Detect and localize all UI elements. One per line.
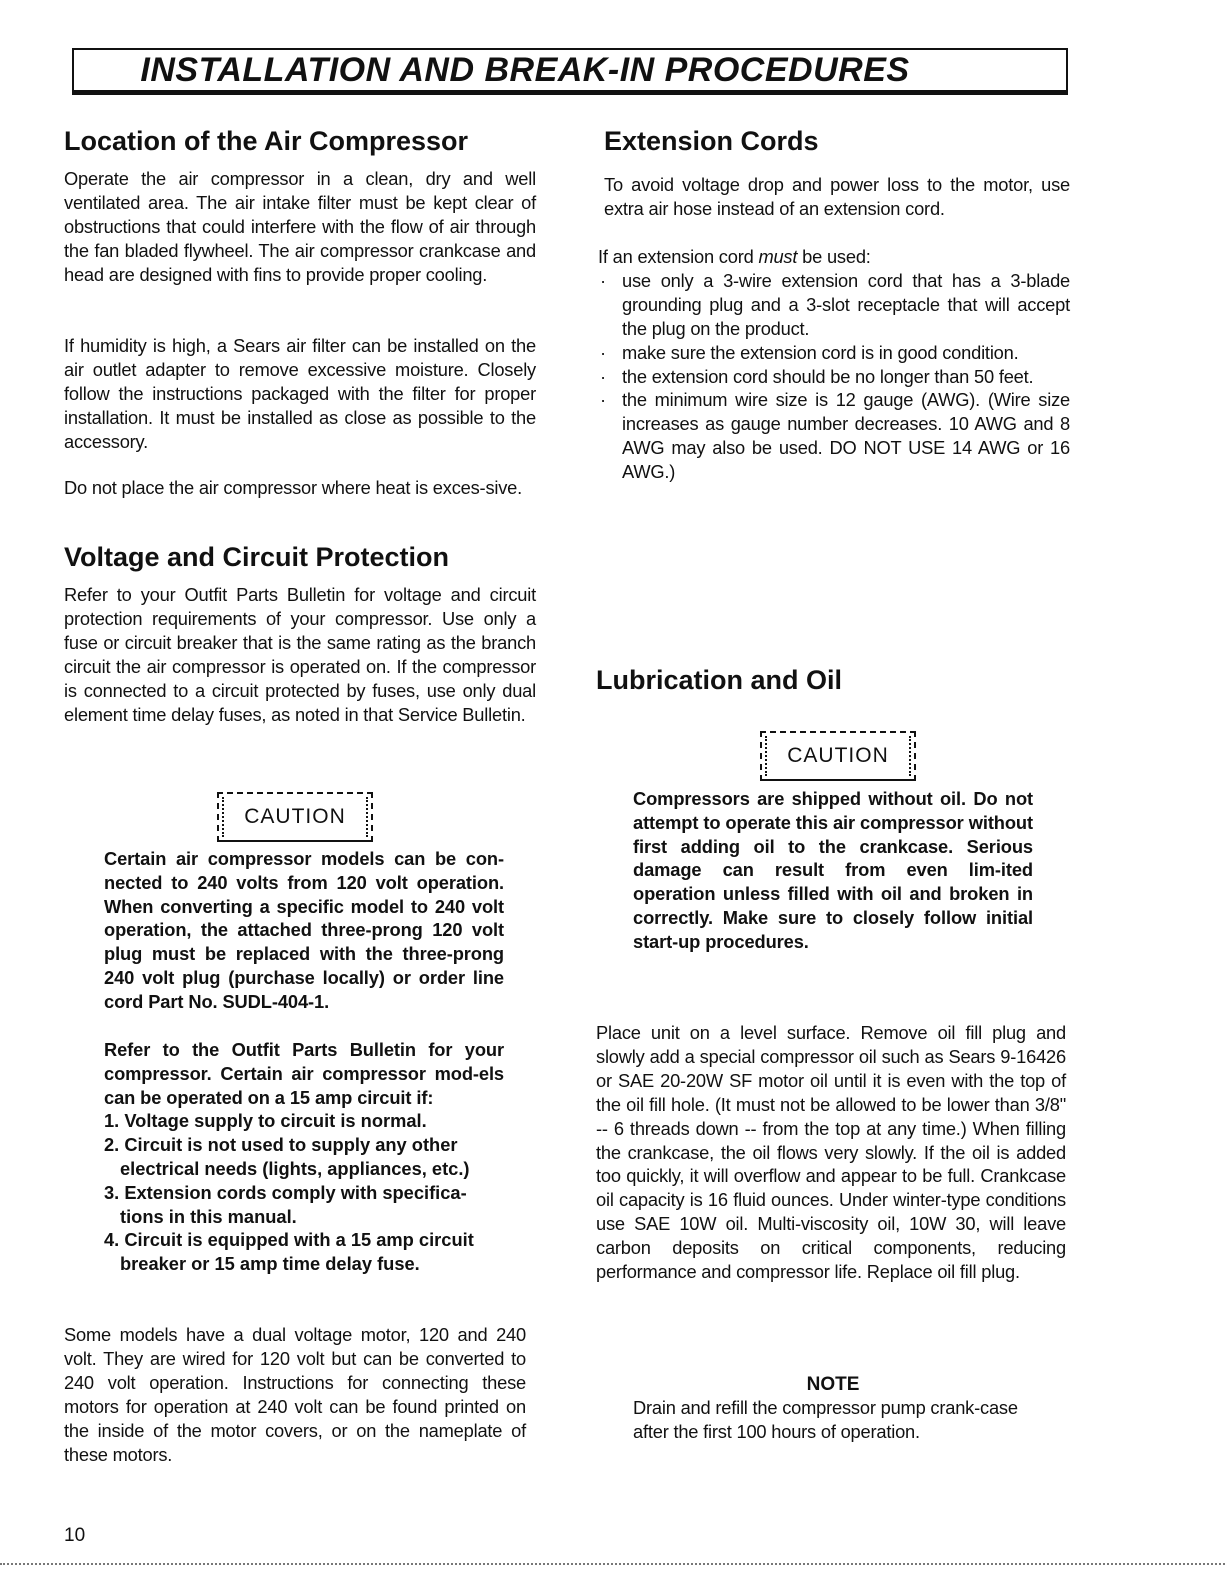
voltage-caution-box: [217, 792, 373, 842]
lubrication-caution-label: CAUTION: [787, 744, 889, 767]
list-item: · use only a 3-wire extension cord that has a 3-blade grounding plug and a 3-slot receptacle that will accept the plug on the product.: [598, 269, 1070, 341]
lubrication-caution-box: [760, 731, 916, 781]
list-item: 4. Circuit is equipped with a 15 amp circuit breaker or 15 amp time delay fuse.: [104, 1229, 474, 1275]
extension-p1-wrap: [604, 173, 1070, 221]
list-item: 1. Voltage supply to circuit is normal.: [104, 1110, 427, 1132]
voltage-caution-label: CAUTION: [244, 805, 346, 828]
location-p2-wrap: [64, 334, 536, 454]
note-text: Drain and refill the compressor pump crank-case after the first 100 hours of operation.: [633, 1397, 1018, 1442]
extension-intro-wrap: [598, 245, 1070, 484]
extension-intro-after: be used:: [797, 246, 871, 267]
title-box: [72, 48, 1068, 92]
location-paragraph-1: Operate the air compressor in a clean, dry and well ventilated area. The air intake filter must be kept clear of obstructions that could interfere with the flow of air through the fan bladed flywheel. The air compressor crankcase and head are designed with fins to provide proper cooling.: [64, 168, 536, 285]
voltage-heading: Voltage and Circuit Protection: [64, 542, 450, 572]
extension-intro-before: If an extension cord: [598, 246, 759, 267]
note-title: NOTE: [806, 1374, 860, 1395]
lubrication-heading: Lubrication and Oil: [596, 665, 843, 695]
extension-bullets: [598, 269, 1070, 484]
extension-section: [604, 126, 1070, 157]
list-item: 2. Circuit is not used to supply any other electrical needs (lights, appliances, etc.): [104, 1134, 470, 1179]
voltage-refer-text: Refer to the Outfit Parts Bulletin for your compressor. Certain air compressor mod-els can be operated on a 15 amp circuit if:: [104, 1039, 504, 1108]
lubrication-caution-wrap: [633, 787, 1033, 954]
lubrication-section: [596, 665, 1070, 696]
location-heading: Location of the Air Compressor: [64, 126, 469, 156]
lubrication-caution-text: Compressors are shipped without oil. Do not attempt to operate this air compressor without first adding oil to the crankcase. Serious damage can result from even lim-ited operation unless filled with oil and broken in correctly. Make sure to closely follow initial start-up procedures.: [633, 788, 1033, 952]
list-item: · make sure the extension cord is in good condition.: [598, 341, 1070, 365]
voltage-p1-wrap: [64, 583, 536, 726]
extension-paragraph-1: To avoid voltage drop and power loss to the motor, use extra air hose instead of an extension cord.: [604, 174, 1070, 219]
extension-intro-em: must: [758, 246, 798, 267]
voltage-paragraph-1: Refer to your Outfit Parts Bulletin for voltage and circuit protection requirements of your compressor. Use only a fuse or circuit breaker that is the same rating as the branch circuit the air compressor is operated on. If the compressor is connected to a circuit protected by fuses, use only dual element time delay fuses, as noted in that Service Bulletin.: [64, 584, 536, 725]
circuit-conditions-list: [104, 1109, 504, 1276]
bottom-divider: [0, 1563, 1225, 1565]
dual-voltage-paragraph: Some models have a dual voltage motor, 120 and 240 volt. They are wired for 120 volt but can be converted to 240 volt operation. Instructions for connecting these motors for operation at 240 volt can be found printed on the inside of the motor covers, or on the nameplate of these motors.: [64, 1324, 526, 1465]
location-paragraph-2: If humidity is high, a Sears air filter can be installed on the air outlet adapter to remove excessive moisture. Closely follow the instructions packaged with the filter for proper installation. It must be installed as close as possible to the accessory.: [64, 335, 536, 452]
list-item: · the extension cord should be no longer than 50 feet.: [598, 365, 1070, 389]
lubrication-paragraph: Place unit on a level surface. Remove oil fill plug and slowly add a special compressor oil such as Sears 9-16426 or SAE 20-20W SF motor oil until it is even with the top of the oil fill hole. (It must not be allowed to be lower than 3/8" -- 6 threads down -- from the top at any time.) When filling the crankcase, the oil flows very slowly. If the oil is added too quickly, it will overflow and appear to be full. Crankcase oil capacity is 16 fluid ounces. Under winter-type conditions use SAE 10W oil. Multi-viscosity oil, 10W 30, will leave carbon deposits on critical components, reducing performance and compressor life. Replace oil fill plug.: [596, 1022, 1066, 1283]
voltage-section: [64, 542, 536, 573]
list-item: 3. Extension cords comply with specifica-tions in this manual.: [104, 1181, 467, 1227]
page-title: INSTALLATION AND BREAK-IN PROCEDURES: [140, 50, 910, 89]
voltage-caution-text: Certain air compressor models can be con-nected to 240 volts from 120 volt operation. When converting a specific model to 240 volt operation, the attached three-prong 120 volt plug must be replaced with the three-prong 240 volt plug (purchase locally) or order line cord Part No. SUDL-404-1.: [104, 848, 504, 1012]
extension-heading: Extension Cords: [604, 126, 819, 156]
location-p1-wrap: [64, 167, 536, 287]
location-p3-wrap: [64, 476, 536, 500]
lubrication-p1-wrap: [596, 1021, 1066, 1284]
location-section: [64, 126, 536, 157]
dual-voltage-wrap: [64, 1323, 526, 1466]
extension-intro: [598, 245, 1070, 269]
location-paragraph-3: Do not place the air compressor where heat is exces-sive.: [64, 477, 523, 498]
voltage-caution-wrap: [104, 847, 504, 1014]
list-item: · the minimum wire size is 12 gauge (AWG). (Wire size increases as gauge number decreases. 10 AWG and 8 AWG may also be used. DO NOT USE 14 AWG or 16 AWG.): [598, 388, 1070, 484]
voltage-refer-wrap: [104, 1038, 504, 1276]
note-wrap: [633, 1374, 1033, 1444]
page-number: 10: [64, 1525, 86, 1546]
